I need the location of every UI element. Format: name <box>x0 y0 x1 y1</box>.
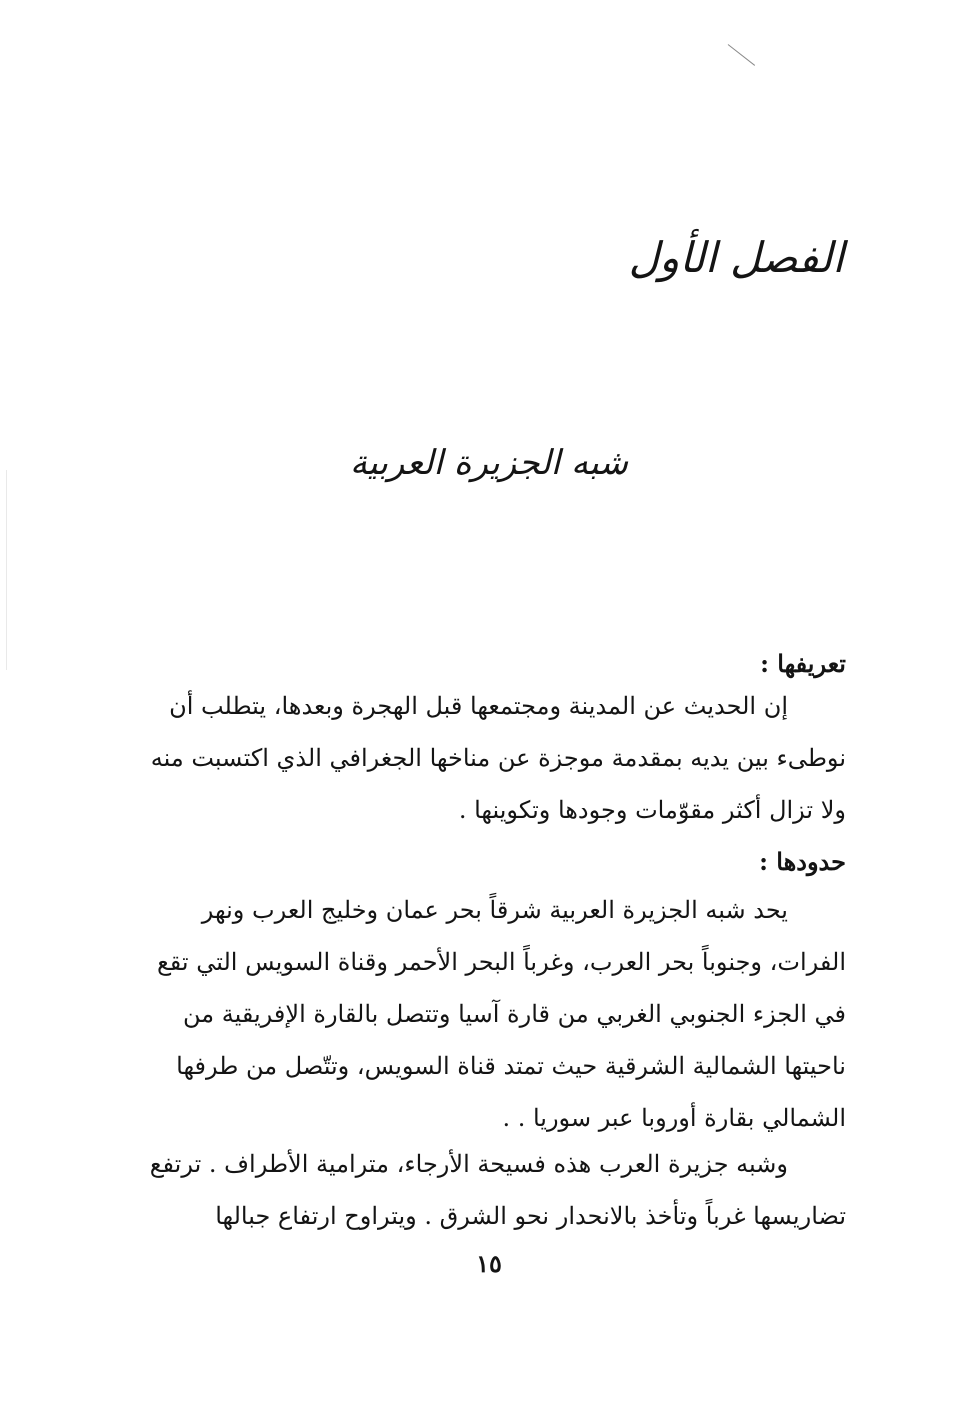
paragraph-line: في الجزء الجنوبي الغربي من قارة آسيا وتتصل بالقارة الإفريقية من <box>183 1000 846 1028</box>
paragraph-line: إن الحديث عن المدينة ومجتمعها قبل الهجرة وبعدها، يتطلب أن <box>169 692 788 720</box>
paragraph-line: يحد شبه الجزيرة العربية شرقاً بحر عمان وخليج العرب ونهر <box>201 896 788 924</box>
definition-heading: تعريفها : <box>760 649 846 678</box>
page-number: ١٥ <box>476 1249 502 1278</box>
terrain-paragraph <box>144 1138 846 1242</box>
paragraph-line: ولا تزال أكثر مقوّمات وجودها وتكوينها . <box>458 796 846 824</box>
definition-paragraph <box>144 680 846 836</box>
borders-heading: حدودها : <box>759 847 846 876</box>
paragraph-line: وشبه جزيرة العرب هذه فسيحة الأرجاء، مترامية الأطراف . ترتفع <box>149 1150 788 1178</box>
borders-paragraph <box>144 884 846 1144</box>
scan-mark <box>728 44 755 66</box>
chapter-title: الفصل الأول <box>628 233 844 282</box>
section-title: شبه الجزيرة العربية <box>349 443 629 483</box>
paragraph-line: نوطىء بين يديه بمقدمة موجزة عن مناخها الجغرافي الذي اكتسبت منه <box>150 744 846 772</box>
paragraph-line: الشمالي بقارة أوروبا عبر سوريا . . <box>502 1104 846 1132</box>
paragraph-line: ناحيتها الشمالية الشرقية حيث تمتد قناة السويس، وتتّصل من طرفها <box>176 1052 846 1080</box>
scan-edge <box>6 470 7 670</box>
paragraph-line: تضاريسها غرباً وتأخذ بالانحدار نحو الشرق . ويتراوح ارتفاع جبالها <box>215 1202 846 1230</box>
paragraph-line: الفرات، وجنوباً بحر العرب، وغرباً البحر الأحمر وقناة السويس التي تقع <box>157 948 846 976</box>
